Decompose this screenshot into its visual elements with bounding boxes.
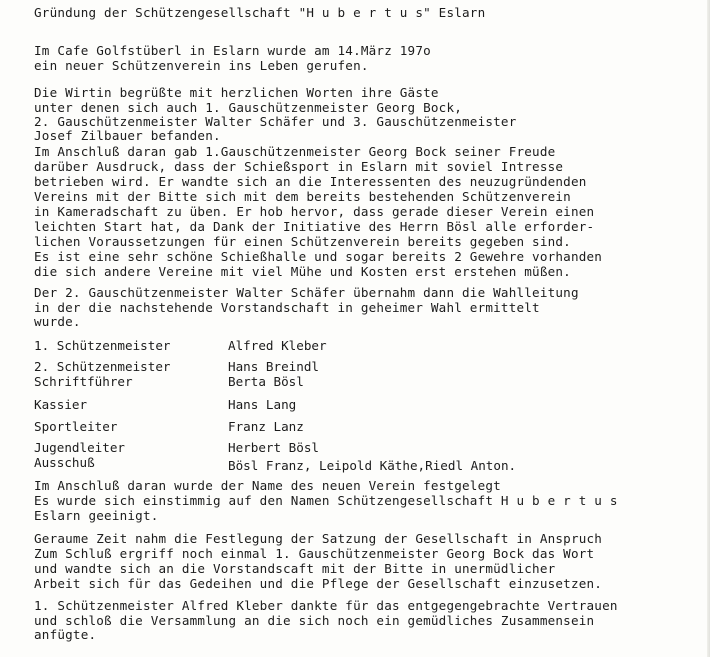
text-line: Vereins mit der Bitte sich mit dem bereits bestehenden Schützenverein — [34, 189, 571, 204]
board-name: Hans Breindl — [228, 359, 319, 374]
text-line: leichten Start hat, da Dank der Initiative des Herrn Bösl alle erforder- — [34, 219, 595, 234]
text-line: Im Cafe Golfstüberl in Eslarn wurde am 14.März 197o — [34, 43, 431, 58]
text-line: Die Wirtin begrüßte mit herzlichen Worten ihre Gäste — [34, 85, 439, 100]
text-line: Josef Zilbauer befanden. — [34, 128, 221, 143]
text-line: die sich andere Vereine mit viel Mühe und Kosten erst erstehen müßen. — [34, 264, 571, 279]
text-line: Geraume Zeit nahm die Festlegung der Satzung der Gesellschaft in Anspruch — [34, 531, 603, 546]
board-role: Schriftführer — [34, 374, 133, 389]
text-line: ein neuer Schützenverein ins Leben gerufen. — [34, 58, 369, 73]
text-line: Im Anschluß daran wurde der Name des neuen Verein festgelegt — [34, 478, 501, 493]
text-line: 2. Gauschützenmeister Walter Schäfer und 3. Gauschützenmeister — [34, 114, 517, 129]
text-line: Zum Schluß ergriff noch einmal 1. Gauschützenmeister Georg Bock das Wort — [34, 546, 595, 561]
board-role: Kassier — [34, 397, 88, 412]
board-name: Hans Lang — [228, 397, 297, 412]
board-role: 1. Schützenmeister — [34, 338, 171, 353]
text-line: Arbeit sich für das Gedeihen und die Pflege der Gesellschaft einzusetzen. — [34, 576, 603, 591]
text-line: Es wurde sich einstimmig auf den Namen Schützengesellschaft H u b e r t u s — [34, 493, 618, 508]
board-name: Alfred Kleber — [228, 338, 327, 353]
board-name: Berta Bösl — [228, 374, 304, 389]
board-name: Herbert Bösl — [228, 440, 319, 455]
text-line: betrieben wird. Er wandte sich an die Interessenten des neuzugründenden — [34, 174, 587, 189]
document-title: Gründung der Schützengesellschaft "H u b e r t u s" Eslarn — [34, 5, 486, 20]
text-line: darüber Ausdruck, dass der Schießsport in Eslarn mit soviel Intresse — [34, 159, 564, 174]
text-line: unter denen sich auch 1. Gauschützenmeister Georg Bock, — [34, 100, 463, 115]
text-line: Im Anschluß daran gab 1.Gauschützenmeister Georg Bock seiner Freude — [34, 144, 556, 159]
board-role: Jugendleiter — [34, 440, 125, 455]
board-role: 2. Schützenmeister — [34, 359, 171, 374]
text-line: Es ist eine sehr schöne Schießhalle und sogar bereits 2 Gewehre vorhanden — [34, 249, 603, 264]
text-line: lichen Voraussetzungen für einen Schützenverein bereits gegeben sind. — [34, 234, 571, 249]
text-line: in Kameradschaft zu üben. Er hob hervor, dass gerade dieser Verein einen — [34, 204, 595, 219]
text-line: Eslarn geeinigt. — [34, 508, 159, 523]
text-line: und wandte sich an die Vorstandscaft mit der Bitte in unermüdlicher — [34, 561, 556, 576]
text-line: in der die nachstehende Vorstandschaft in geheimer Wahl ermittelt — [34, 300, 540, 315]
board-name: Bösl Franz, Leipold Käthe,Riedl Anton. — [228, 458, 517, 473]
board-role: Ausschuß — [34, 455, 95, 470]
board-name: Franz Lanz — [228, 419, 304, 434]
text-line: 1. Schützenmeister Alfred Kleber dankte für das entgegengebrachte Vertrauen — [34, 598, 618, 613]
board-role: Sportleiter — [34, 419, 118, 434]
text-line: wurde. — [34, 314, 81, 329]
text-line: Der 2. Gauschützenmeister Walter Schäfer übernahm dann die Wahlleitung — [34, 285, 579, 300]
text-line: anfügte. — [34, 627, 97, 642]
text-line: und schloß die Versammlung an die sich noch ein gemüdliches Zusammensein — [34, 613, 595, 628]
